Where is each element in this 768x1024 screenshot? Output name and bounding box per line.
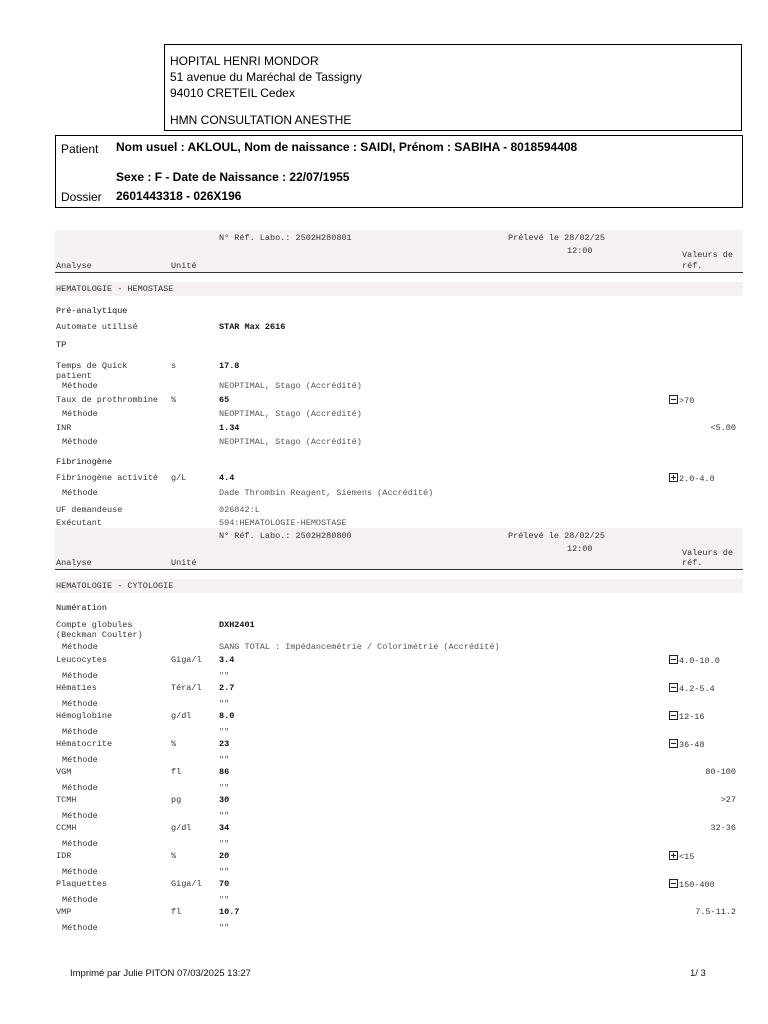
analysis-label: IDR: [56, 851, 72, 861]
section-2-col-unite: Unité: [171, 558, 197, 568]
analysis-label: INR: [56, 423, 72, 433]
section-2-col-analyse: Analyse: [56, 558, 92, 568]
method-value: "": [219, 727, 230, 737]
section-2-title: HEMATOLOGIE - CYTOLOGIE: [56, 581, 174, 591]
method-label: Méthode: [62, 867, 98, 877]
section-1-heure: 12:00: [567, 246, 593, 256]
analysis-unit: s: [171, 361, 177, 371]
analysis-unit: fl: [171, 907, 182, 917]
patient-name: Nom usuel : AKLOUL, Nom de naissance : SAIDI, Prénom : SABIHA - 8018594408: [116, 140, 578, 154]
section-2-ref: N° Réf. Labo.: 2502H280800: [219, 531, 352, 541]
reference-range-text: 2.0-4.0: [679, 474, 715, 484]
analysis-value: 1.34: [219, 423, 240, 433]
method-label: Méthode: [62, 671, 98, 681]
reference-range-text: 36-48: [679, 740, 705, 750]
section-1-col-unite: Unité: [171, 261, 197, 271]
analysis-label: Hématocrite: [56, 739, 113, 749]
analysis-unit: Giga/l: [171, 655, 202, 665]
analysis-value: 65: [219, 395, 230, 405]
analysis-unit: fl: [171, 767, 182, 777]
method-label: Méthode: [62, 381, 98, 391]
method-value: 594:HEMATOLOGIE-HEMOSTASE: [219, 518, 347, 528]
method-label: Méthode: [62, 727, 98, 737]
section-1-col-analyse: Analyse: [56, 261, 92, 271]
section-subheading: Fibrinogène: [56, 457, 113, 467]
footer-page: 1/ 3: [690, 968, 706, 979]
reference-range-text: <15: [679, 852, 695, 862]
method-value: NEOPTIMAL, Stago (Accrédité): [219, 409, 362, 419]
analysis-label: Fibrinogène activité: [56, 473, 159, 483]
section-2-col-valeurs: Valeurs de: [682, 548, 734, 558]
flag-low-icon: [669, 683, 678, 692]
reference-range-text: 4.2-5.4: [679, 684, 715, 694]
section-2-col-ref: réf.: [682, 558, 703, 568]
method-label: Méthode: [62, 783, 98, 793]
analysis-label: TCMH: [56, 795, 77, 805]
analysis-value: 8.0: [219, 711, 235, 721]
hospital-address-1: 51 avenue du Maréchal de Tassigny: [170, 70, 362, 84]
analysis-value: 17.8: [219, 361, 240, 371]
analysis-value: 20: [219, 851, 230, 861]
analysis-value: DXH2401: [219, 620, 255, 630]
reference-range-text: 7.5-11.2: [695, 907, 736, 917]
reference-range-text: 12-16: [679, 712, 705, 722]
analysis-label: Plaquettes: [56, 879, 108, 889]
section-2-heure: 12:00: [567, 544, 593, 554]
flag-low-icon: [669, 879, 678, 888]
reference-range-text: 32-36: [710, 823, 736, 833]
method-label: Méthode: [62, 409, 98, 419]
analysis-unit: Téra/l: [171, 683, 202, 693]
analysis-label: Temps de Quick: [56, 361, 128, 371]
flag-low-icon: [669, 711, 678, 720]
analysis-value: 86: [219, 767, 230, 777]
analysis-unit: %: [171, 395, 177, 405]
flag-high-icon: [669, 473, 678, 482]
method-label: Méthode: [62, 488, 98, 498]
patient-box: [55, 135, 743, 208]
method-label: Méthode: [62, 923, 98, 933]
analysis-unit: %: [171, 851, 177, 861]
method-value: NEOPTIMAL, Stago (Accrédité): [219, 437, 362, 447]
reference-range: [669, 851, 694, 862]
section-subheading: Pré-analytique: [56, 306, 128, 316]
analysis-value: 30: [219, 795, 230, 805]
reference-range: [669, 473, 715, 484]
analysis-label-line2: (Beckman Coulter): [56, 630, 143, 640]
method-label: Exécutant: [56, 518, 102, 528]
method-label: UF demandeuse: [56, 505, 123, 515]
flag-high-icon: [669, 851, 678, 860]
analysis-value: 34: [219, 823, 230, 833]
reference-range-text: <5.00: [710, 423, 736, 433]
method-value: "": [219, 867, 230, 877]
method-label: Méthode: [62, 895, 98, 905]
analysis-unit: g/L: [171, 473, 187, 483]
method-label: Méthode: [62, 755, 98, 765]
hospital-name: HOPITAL HENRI MONDOR: [170, 54, 319, 68]
dossier-label: Dossier: [61, 190, 102, 204]
reference-range: [721, 795, 736, 805]
patient-sex-dob: Sexe : F - Date de Naissance : 22/07/1955: [116, 170, 350, 184]
method-value: "": [219, 811, 230, 821]
reference-range: [710, 423, 736, 433]
method-value: "": [219, 755, 230, 765]
method-value: "": [219, 699, 230, 709]
reference-range: [695, 907, 736, 917]
analysis-value: 2.7: [219, 683, 235, 693]
method-value: NEOPTIMAL, Stago (Accrédité): [219, 381, 362, 391]
section-1-rule: [55, 272, 743, 273]
analysis-value: 10.7: [219, 907, 240, 917]
flag-low-icon: [669, 655, 678, 664]
reference-range: [710, 823, 736, 833]
analysis-value: 3.4: [219, 655, 235, 665]
section-1-band: [55, 230, 743, 272]
analysis-unit: g/dl: [171, 823, 192, 833]
analysis-label: Leucocytes: [56, 655, 108, 665]
method-value: "": [219, 839, 230, 849]
analysis-unit: pg: [171, 795, 182, 805]
reference-range: [669, 711, 705, 722]
flag-low-icon: [669, 739, 678, 748]
analysis-label: Compte globules: [56, 620, 133, 630]
analysis-value: STAR Max 2616: [219, 322, 286, 332]
analysis-label: CCMH: [56, 823, 77, 833]
analysis-label: VGM: [56, 767, 72, 777]
analysis-label: Hémoglobine: [56, 711, 113, 721]
analysis-label: Automate utilisé: [56, 322, 138, 332]
reference-range: [669, 655, 720, 666]
section-1-title: HEMATOLOGIE - HEMOSTASE: [56, 284, 174, 294]
method-value: "": [219, 671, 230, 681]
section-2-preleve: Prélevé le 28/02/25: [508, 531, 605, 541]
hospital-service: HMN CONSULTATION ANESTHE: [170, 113, 352, 127]
analysis-value: 4.4: [219, 473, 235, 483]
method-label: Méthode: [62, 642, 98, 652]
hospital-header: [164, 44, 742, 131]
method-value: "": [219, 783, 230, 793]
method-label: Méthode: [62, 699, 98, 709]
flag-low-icon: [669, 395, 678, 404]
analysis-value: 23: [219, 739, 230, 749]
reference-range: [669, 683, 715, 694]
analysis-unit: Giga/l: [171, 879, 202, 889]
reference-range: [705, 767, 736, 777]
analysis-unit: %: [171, 739, 177, 749]
method-value: SANG TOTAL : Impédancemétrie / Colorimétrie (Accrédité): [219, 642, 500, 652]
reference-range: [669, 879, 715, 890]
reference-range-text: 150-400: [679, 880, 715, 890]
footer-printed: Imprimé par Julie PITON 07/03/2025 13:27: [70, 968, 251, 979]
method-value: "": [219, 923, 230, 933]
section-1-preleve: Prélevé le 28/02/25: [508, 233, 605, 243]
method-value: Dade Thrombin Reagent, Siemens (Accrédité): [219, 488, 434, 498]
dossier-number: 2601443318 - 026X196: [116, 189, 242, 203]
section-subheading: Numération: [56, 603, 108, 613]
reference-range: [669, 395, 694, 406]
section-1-col-valeurs: Valeurs de: [682, 250, 734, 260]
analysis-label: Hématies: [56, 683, 97, 693]
analysis-unit: g/dl: [171, 711, 192, 721]
method-label: Méthode: [62, 437, 98, 447]
section-1-ref: N° Réf. Labo.: 2502H280801: [219, 233, 352, 243]
method-value: 026842:L: [219, 505, 260, 515]
method-value: "": [219, 895, 230, 905]
reference-range: [669, 739, 705, 750]
analysis-label: VMP: [56, 907, 72, 917]
analysis-label-line2: patient: [56, 371, 92, 381]
reference-range-text: 4.0-10.0: [679, 656, 720, 666]
hospital-address-2: 94010 CRETEIL Cedex: [170, 86, 295, 100]
reference-range-text: >70: [679, 396, 695, 406]
analysis-value: 70: [219, 879, 230, 889]
patient-label: Patient: [61, 142, 99, 156]
reference-range-text: >27: [720, 795, 736, 805]
section-1-col-ref: réf.: [682, 261, 703, 271]
method-label: Méthode: [62, 839, 98, 849]
reference-range-text: 80-100: [705, 767, 736, 777]
analysis-label: Taux de prothrombine: [56, 395, 159, 405]
section-2-band: [55, 528, 743, 570]
method-label: Méthode: [62, 811, 98, 821]
section-subheading: TP: [56, 340, 67, 350]
section-2-rule: [55, 569, 743, 570]
